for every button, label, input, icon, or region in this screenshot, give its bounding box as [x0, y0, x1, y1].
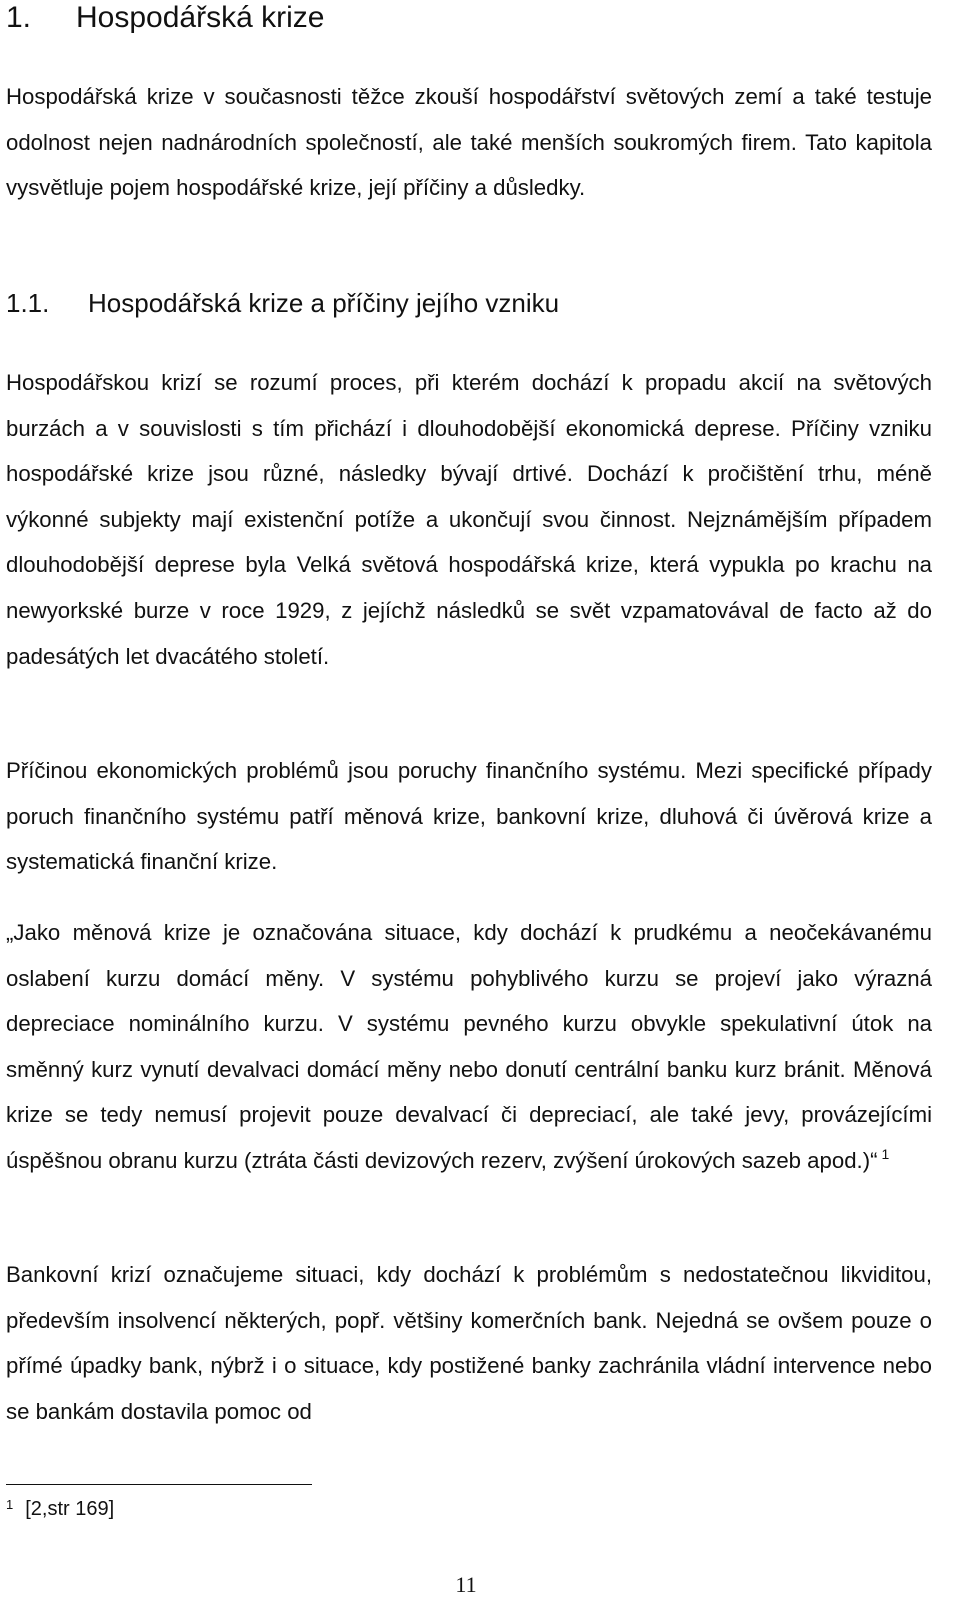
section-title: Hospodářská krize a příčiny jejího vzniku [88, 288, 560, 318]
section-heading [6, 285, 559, 321]
footnote-number: 1 [6, 1497, 14, 1512]
chapter-title: Hospodářská krize [76, 1, 325, 34]
causes-paragraph: Příčinou ekonomických problémů jsou poruchy finančního systému. Mezi specifické případy poruch finančního systému patří měnová krize, bankovní krize, dluhová či úvěrová krize a systematická finanční krize. [6, 758, 932, 875]
footnote-text: [2,str 169] [25, 1498, 115, 1520]
footnote-reference[interactable]: 1 [881, 1145, 890, 1162]
definition-paragraph: Hospodářskou krizí se rozumí proces, při kterém dochází k propadu akcií na světových burzách a v souvislosti s tím přichází i dlouhodobější ekonomická deprese. Příčiny vzniku hospodářské krize jsou různé, následky bývají drtivé. Dochází k pročištění trhu, méně výkonné subjekty mají existenční potíže a ukončují svou činnost. Nejznámějším případem dlouhodobější deprese byla Velká světová hospodářská krize, která vypukla po krachu na newyorkské burze v roce 1929, z jejíchž následků se svět vzpamatovával de facto až do padesátých let dvacátého století. [6, 370, 932, 669]
chapter-number: 1. [6, 1, 32, 34]
footnote [6, 1494, 114, 1524]
chapter-heading [6, 0, 324, 38]
currency-crisis-text: „Jako měnová krize je označována situace, kdy dochází k prudkému a neočekávanému oslabení kurzu domácí měny. V systému pohyblivého kurzu se projeví jako výrazná depreciace nominálního kurzu. V systému pevného kurzu obvykle spekulativní útok na směnný kurz vynutí devalvaci domácí měny nebo donutí centrální banku kurz bránit. Měnová krize se tedy nemusí projevit pouze devalvací či depreciací, ale také jevy, provázejícími úspěšnou obranu kurzu (ztráta části devizových rezerv, zvýšení úrokových sazeb apod.)“ [6, 920, 932, 1173]
footnote-separator [6, 1484, 312, 1485]
currency-crisis-quote [6, 910, 932, 1184]
banking-crisis-paragraph: Bankovní krizí označujeme situaci, kdy dochází k problémům s nedostatečnou likviditou, především insolvencí některých, popř. většiny komerčních bank. Nejedná se ovšem pouze o přímé úpadky bank, nýbrž i o situace, kdy postižené banky zachránila vládní intervence nebo se bankám dostavila pomoc od [6, 1262, 932, 1424]
intro-paragraph: Hospodářská krize v současnosti těžce zkouší hospodářství světových zemí a také testuje odolnost nejen nadnárodních společností, ale také menších soukromých firem. Tato kapitola vysvětluje pojem hospodářské krize, její příčiny a důsledky. [6, 84, 932, 201]
page-number: 11 [455, 1572, 477, 1597]
section-number: 1.1. [6, 288, 50, 318]
